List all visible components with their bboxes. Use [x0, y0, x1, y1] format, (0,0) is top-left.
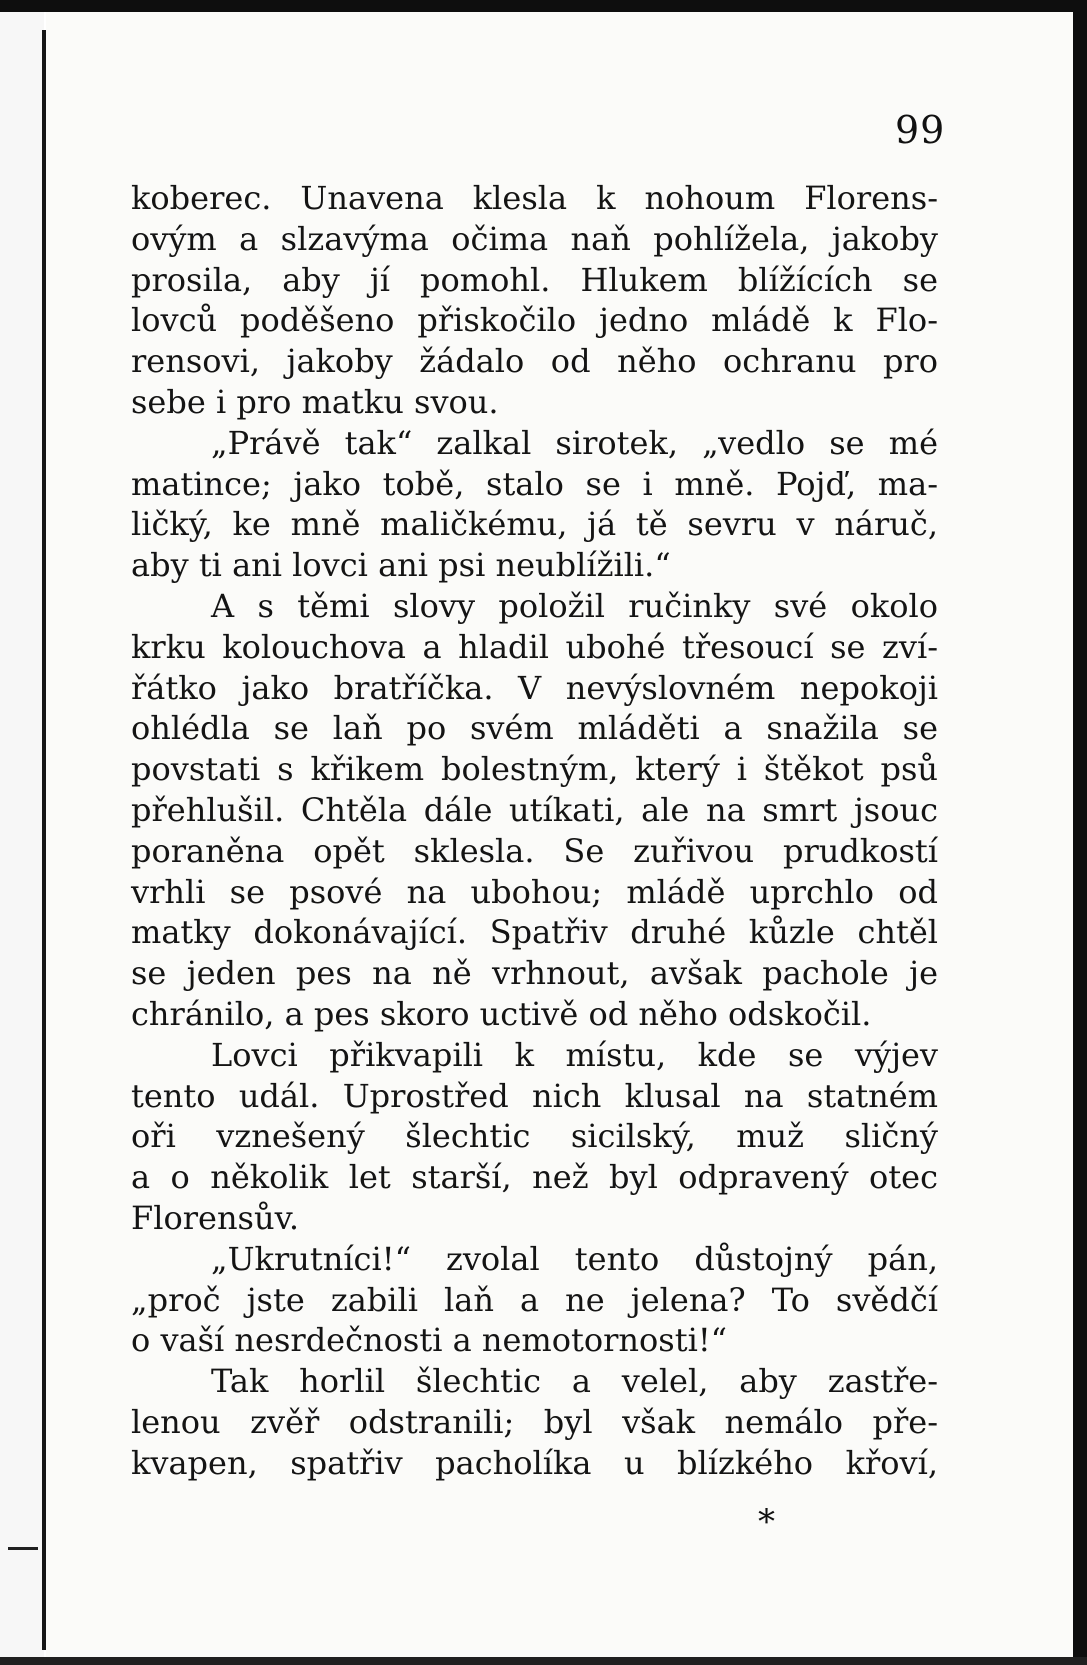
text-line: koberec. Unavena klesla k nohoum Florens-: [131, 179, 938, 217]
text-line: lenou zvěř odstranili; byl však nemálo pře-: [131, 1402, 938, 1441]
text-line: Florensův.: [131, 1198, 300, 1237]
right-scan-edge: [1073, 0, 1087, 1665]
text-line: a o několik let starší, než byl odpravený otec: [131, 1158, 938, 1197]
top-scan-edge: [0, 0, 1087, 12]
text-line: Lovci přikvapili k místu, kde se výjev: [211, 1035, 938, 1074]
text-line: krku kolouchova a hladil ubohé třesoucí se zví-: [131, 627, 938, 666]
text-line: „Ukrutníci!“ zvolal tento důstojný pán,: [211, 1239, 938, 1278]
left-margin: [0, 12, 44, 1665]
text-line: rensovi, jakoby žádalo od něho ochranu pro: [131, 342, 938, 381]
text-line: matky dokonávající. Spatřiv druhé kůzle chtěl: [131, 913, 938, 952]
text-line: se jeden pes na ně vrhnout, avšak pachole je: [131, 954, 938, 993]
text-line: aby ti ani lovci ani psi neublížili.“: [131, 546, 671, 585]
text-line: sebe i pro matku svou.: [131, 382, 499, 421]
binding-edge-line: [42, 30, 46, 1650]
text-line: vrhli se psové na ubohou; mládě uprchlo od: [131, 872, 938, 911]
text-line: Tak horlil šlechtic a velel, aby zastře-: [211, 1362, 938, 1401]
text-line: ličký, ke mně maličkému, já tě sevru v náruč,: [131, 505, 938, 544]
text-line: tento udál. Uprostřed nich klusal na statném: [131, 1076, 938, 1115]
text-line: ohlédla se laň po svém mláděti a snažila se: [131, 709, 938, 748]
text-line: „Právě tak“ zalkal sirotek, „vedlo se mé: [211, 423, 938, 462]
page-number: 99: [895, 108, 946, 152]
signature-mark: *: [758, 1502, 775, 1542]
text-line: „proč jste zabili laň a ne jelena? To svědčí: [131, 1280, 938, 1319]
text-line: chránilo, a pes skoro uctivě od něho odskočil.: [131, 994, 872, 1033]
bottom-scan-edge: [0, 1657, 1087, 1665]
text-line: A s těmi slovy položil ručinky své okolo: [211, 586, 938, 625]
binding-edge-tick: [8, 1547, 38, 1550]
text-line: řátko jako bratříčka. V nevýslovném nepokoji: [131, 668, 938, 707]
text-line: matince; jako tobě, stalo se i mně. Pojď, ma-: [131, 464, 938, 503]
text-line: poraněna opět sklesla. Se zuřivou prudkostí: [131, 831, 938, 870]
text-line: o vaší nesrdečnosti a nemotornosti!“: [131, 1321, 728, 1360]
text-line: oři vznešený šlechtic sicilský, muž sličný: [131, 1117, 938, 1156]
text-line: lovců poděšeno přiskočilo jedno mládě k Flo-: [131, 301, 938, 340]
text-line: ovým a slzavýma očima naň pohlížela, jakoby: [131, 219, 938, 258]
text-line: prosila, aby jí pomohl. Hlukem blížících se: [131, 260, 938, 299]
body-text: [131, 178, 938, 1484]
text-line: povstati s křikem bolestným, který i štěkot psů: [131, 750, 938, 789]
text-line: kvapen, spatřiv pacholíka u blízkého křoví,: [131, 1443, 938, 1482]
text-line: přehlušil. Chtěla dále utíkati, ale na smrt jsouc: [131, 790, 938, 829]
